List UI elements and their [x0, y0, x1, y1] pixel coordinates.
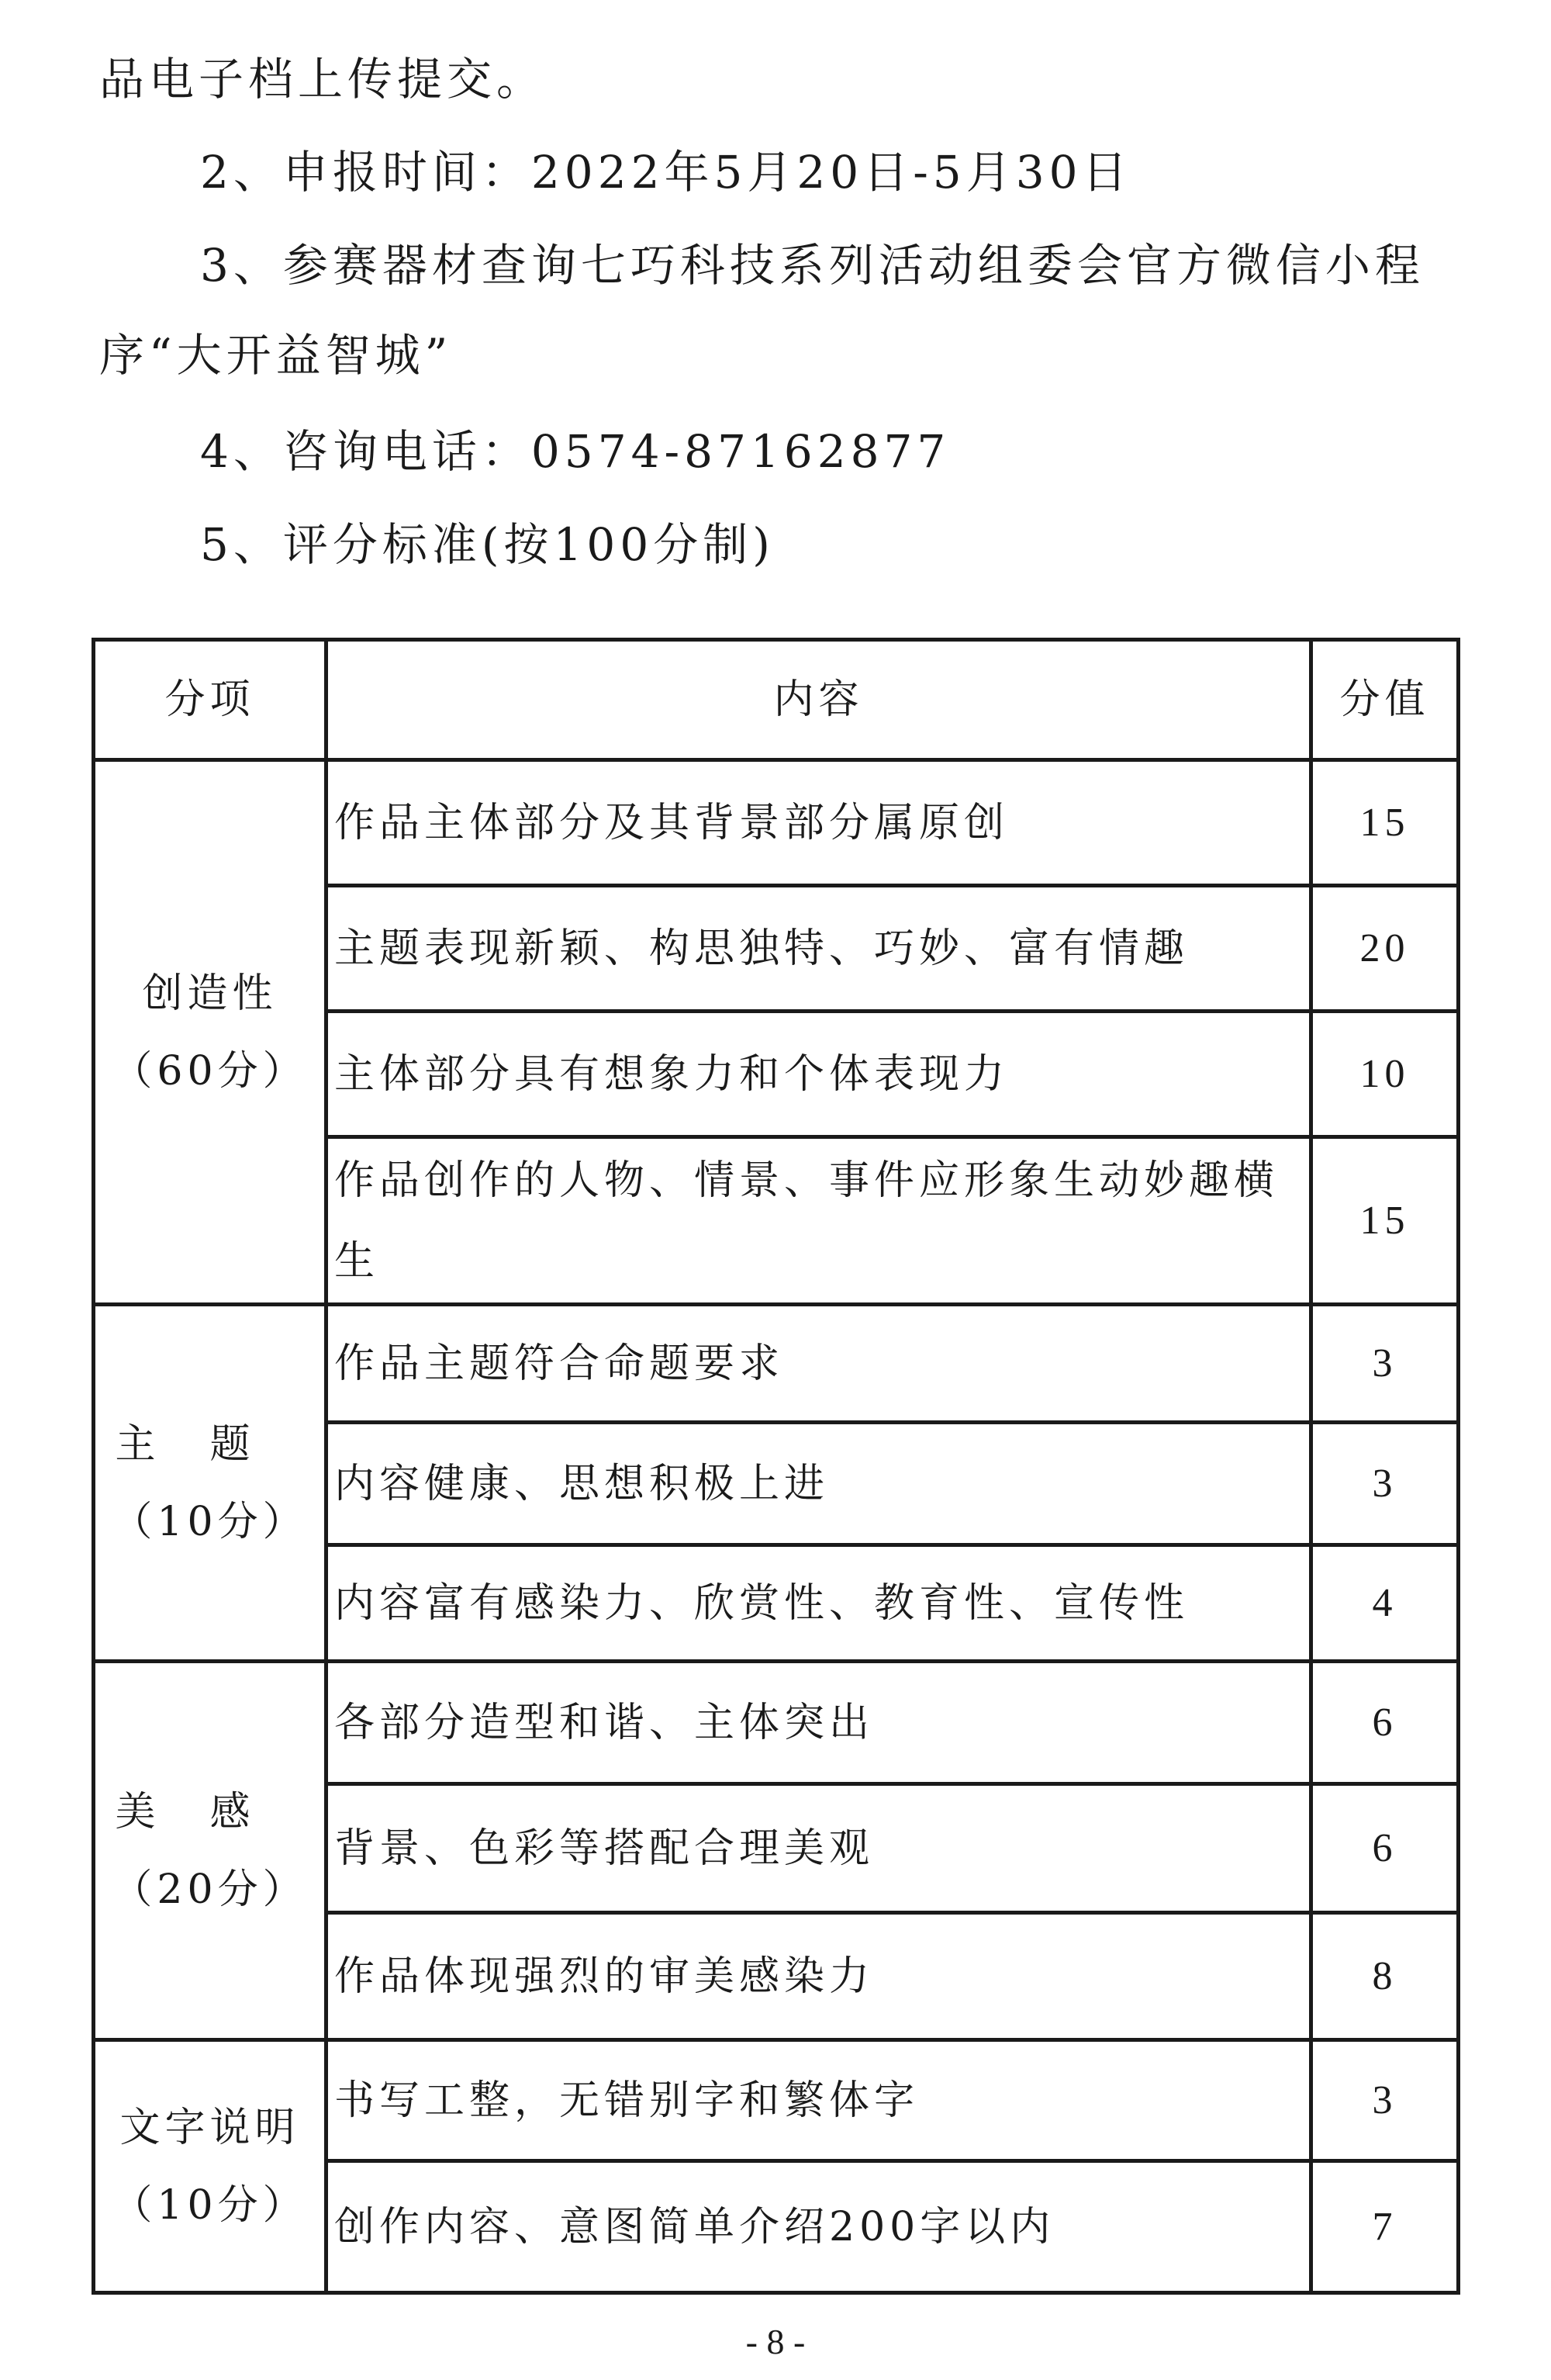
table-row	[94, 1305, 1459, 1423]
category-name: 主题	[115, 1420, 305, 1468]
paragraph-continuation: 品电子档上传提交。	[99, 53, 547, 106]
paragraph-submission-time: 2、申报时间：2022年5月20日-5月30日	[200, 146, 1132, 199]
score-cell: 6	[1311, 1784, 1459, 1913]
category-name: 创造性	[142, 970, 278, 1017]
category-name: 美感	[115, 1788, 305, 1835]
table-row	[94, 1662, 1459, 1784]
content-cell: 主题表现新颖、构思独特、巧妙、富有情趣	[326, 886, 1311, 1012]
score-cell: 4	[1311, 1545, 1459, 1662]
content-cell: 作品主体部分及其背景部分属原创	[326, 760, 1311, 886]
score-cell: 3	[1311, 1305, 1459, 1423]
category-name: 文字说明	[119, 2104, 300, 2151]
content-cell: 内容富有感染力、欣赏性、教育性、宣传性	[326, 1545, 1311, 1662]
content-cell: 创作内容、意图简单介绍200字以内	[326, 2161, 1311, 2293]
category-cell	[94, 1662, 326, 2040]
category-points: （20分）	[112, 1866, 308, 1913]
table-row	[94, 2040, 1459, 2161]
paragraph-scoring: 5、评分标准(按100分制)	[200, 518, 775, 571]
category-cell	[94, 1305, 326, 1662]
content-cell: 作品创作的人物、情景、事件应形象生动妙趣横生	[326, 1137, 1311, 1305]
content-cell: 书写工整，无错别字和繁体字	[326, 2040, 1311, 2161]
score-cell: 3	[1311, 2040, 1459, 2161]
content-cell: 背景、色彩等搭配合理美观	[326, 1784, 1311, 1913]
paragraph-equipment: 3、参赛器材查询七巧科技系列活动组委会官方微信小程序“大开益智城”	[99, 239, 1425, 382]
page-number: - 8 -	[745, 2322, 806, 2361]
score-cell: 3	[1311, 1423, 1459, 1545]
table-row	[94, 760, 1459, 886]
score-cell: 6	[1311, 1662, 1459, 1784]
paragraph-phone: 4、咨询电话：0574-87162877	[200, 425, 951, 478]
category-points: （10分）	[112, 2181, 308, 2229]
score-cell: 20	[1311, 886, 1459, 1012]
header-content: 内容	[326, 640, 1311, 760]
score-cell: 8	[1311, 1913, 1459, 2040]
category-points: （60分）	[112, 1047, 308, 1095]
header-score: 分值	[1311, 640, 1459, 760]
content-cell: 作品主题符合命题要求	[326, 1305, 1311, 1423]
score-cell: 15	[1311, 1137, 1459, 1305]
table-header-row	[94, 640, 1459, 760]
content-cell: 主体部分具有想象力和个体表现力	[326, 1012, 1311, 1137]
score-cell: 7	[1311, 2161, 1459, 2293]
category-cell	[94, 2040, 326, 2293]
content-cell: 作品体现强烈的审美感染力	[326, 1913, 1311, 2040]
category-cell	[94, 760, 326, 1305]
header-category: 分项	[94, 640, 326, 760]
content-cell: 内容健康、思想积极上进	[326, 1423, 1311, 1545]
score-cell: 15	[1311, 760, 1459, 886]
content-cell: 各部分造型和谐、主体突出	[326, 1662, 1311, 1784]
category-points: （10分）	[112, 1498, 308, 1545]
scoring-table	[92, 638, 1460, 2295]
score-cell: 10	[1311, 1012, 1459, 1137]
